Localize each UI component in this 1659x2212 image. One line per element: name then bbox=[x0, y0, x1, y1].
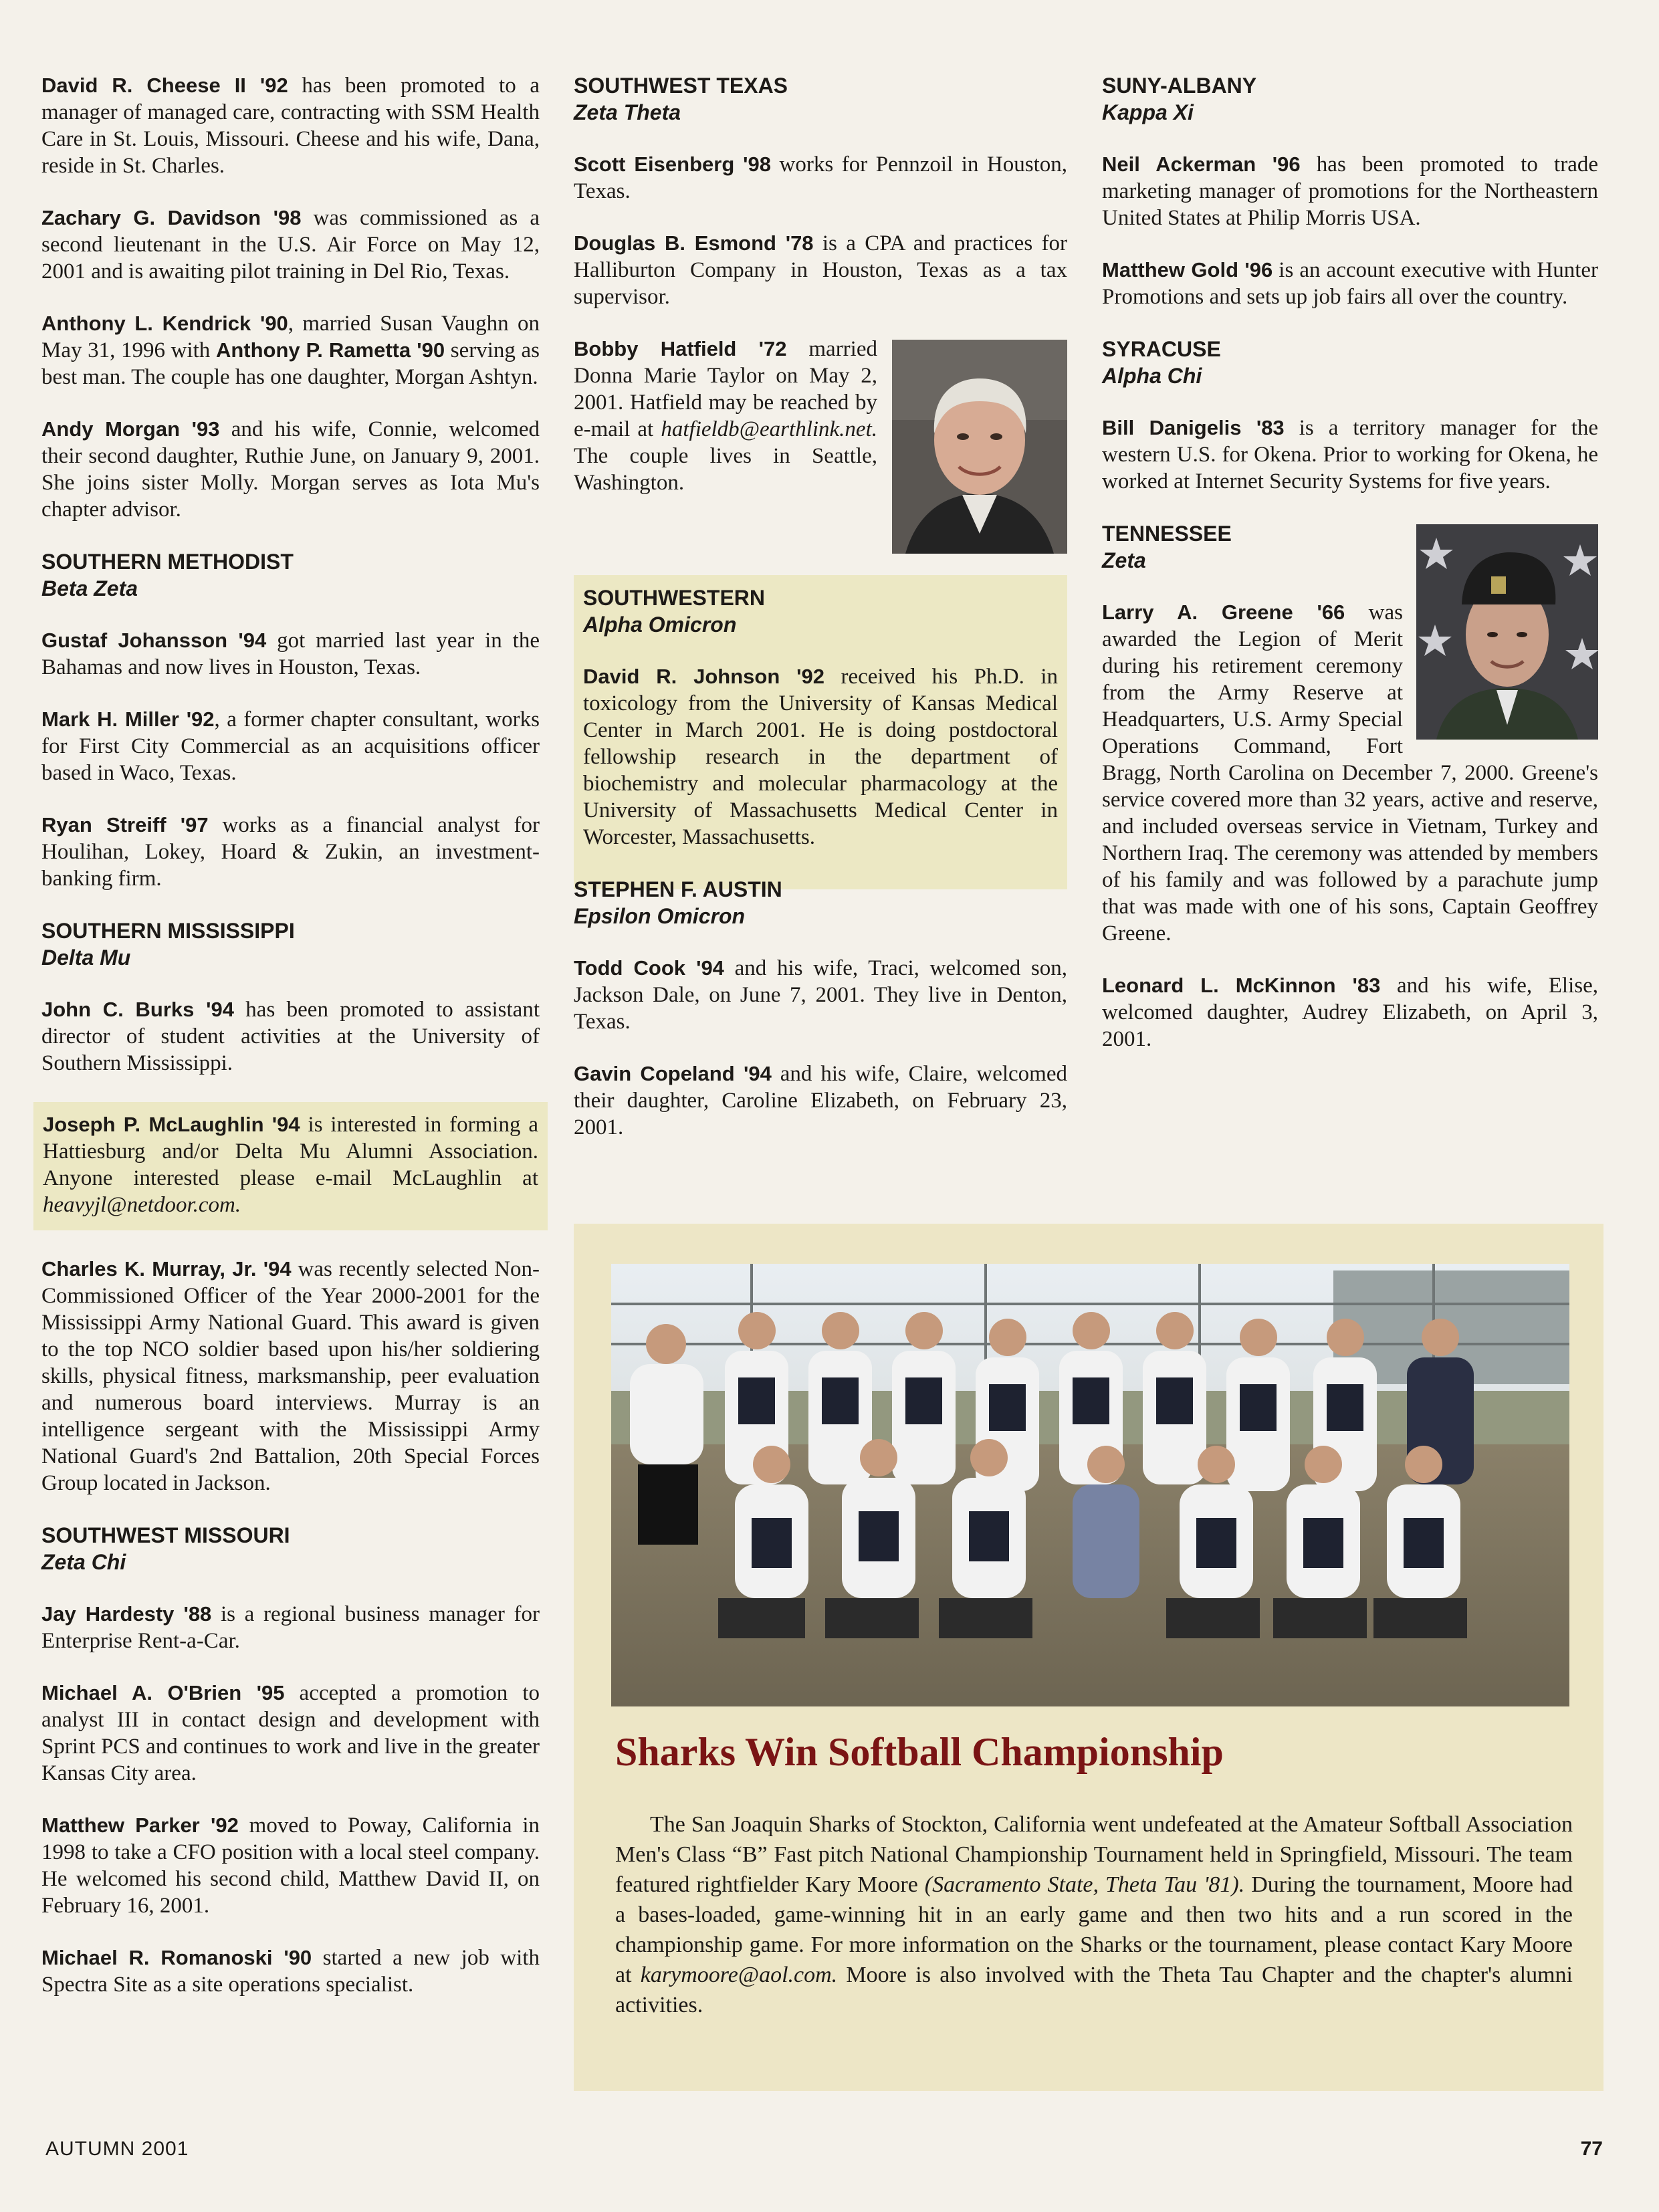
article-text: Moore is also involved with the Theta Tau Chapter and the chapter's alumni activities. bbox=[615, 1963, 1573, 2017]
school-name: SOUTHWEST MISSOURI bbox=[41, 1523, 290, 1547]
entry-text: was recently selected Non-Commissioned Officer of the Year 2000-2001 for the Mississippi Army National Guard. This award is given to the top NCO soldier based upon his/her soldiering skills, physical fitness, marksmanship, peer evaluation and numerous board interviews. Murray is an intelligence sergeant with the Mississippi Army National Guard's 2nd Battalion, 20th Special Forces Group located in Jackson. bbox=[41, 1257, 540, 1495]
alumni-entry bbox=[41, 1680, 540, 1787]
column-1 bbox=[41, 72, 540, 2023]
chapter-heading bbox=[1102, 336, 1598, 389]
chapter-name: Beta Zeta bbox=[41, 576, 138, 600]
entry-text: received his Ph.D. in toxicology from the University of Kansas Medical Center in March 2001. He is doing postdoctoral fellowship research in the department of biochemistry and molecular pharmacology at the University of Massachusetts Medical Center in Worcester, Massachusetts. bbox=[583, 665, 1058, 849]
school-name: TENNESSEE bbox=[1102, 522, 1232, 546]
alumni-entry bbox=[574, 151, 1067, 205]
alumni-name: Neil Ackerman '96 bbox=[1102, 152, 1301, 176]
alumni-name: Mark H. Miller '92 bbox=[41, 707, 215, 731]
entry-text: got married last year in the Bahamas and now lives in Houston, Texas. bbox=[41, 629, 540, 679]
portrait-photo-greene bbox=[1416, 524, 1598, 740]
entry-text: has been promoted to assistant director of student activities at the University of Southern Mississippi. bbox=[41, 998, 540, 1075]
school-name: SYRACUSE bbox=[1102, 337, 1221, 361]
entry-text: is interested in forming a Hattiesburg and/or Delta Mu Alumni Association. Anyone interested please e-mail McLaughlin at bbox=[43, 1113, 538, 1190]
alumni-name: Bill Danigelis '83 bbox=[1102, 416, 1285, 439]
alumni-entry bbox=[1102, 257, 1598, 310]
alumni-entry bbox=[41, 1601, 540, 1654]
alumni-name: David R. Cheese II '92 bbox=[41, 74, 288, 97]
alumni-entry bbox=[41, 1945, 540, 1998]
chapter-name: Epsilon Omicron bbox=[574, 904, 746, 928]
email-link[interactable]: heavyjl@netdoor.com. bbox=[43, 1193, 241, 1217]
alumni-name: Zachary G. Davidson '98 bbox=[41, 206, 302, 229]
entry-text: The couple lives in Seattle, Washington. bbox=[574, 444, 877, 495]
entry-text: was commissioned as a second lieutenant in the U.S. Air Force on May 12, 2001 and is awaiting pilot training in Del Rio, Texas. bbox=[41, 206, 540, 284]
alumni-entry bbox=[41, 996, 540, 1077]
chapter-name: Zeta Theta bbox=[574, 100, 681, 124]
alumni-name: Andy Morgan '93 bbox=[41, 417, 220, 441]
chapter-name: Delta Mu bbox=[41, 946, 131, 970]
entry-text: is an account executive with Hunter Promotions and sets up job fairs all over the country. bbox=[1102, 258, 1598, 309]
alumni-entry bbox=[41, 72, 540, 179]
alumni-entry bbox=[41, 310, 540, 391]
alumni-name: Bobby Hatfield '72 bbox=[574, 337, 787, 360]
alumni-name: Scott Eisenberg '98 bbox=[574, 152, 772, 176]
team-photo bbox=[611, 1264, 1569, 1706]
entry-text: and his wife, Elise, welcomed daughter, Audrey Elizabeth, on April 3, 2001. bbox=[1102, 974, 1598, 1051]
page-number: 77 bbox=[1580, 2138, 1603, 2160]
school-name: SOUTHERN METHODIST bbox=[41, 550, 294, 574]
alumni-entry bbox=[1102, 415, 1598, 495]
alumni-name: Jay Hardesty '88 bbox=[41, 1602, 212, 1626]
entry-text: married Donna Marie Taylor on May 2, 2001. Hatfield may be reached by e-mail at bbox=[574, 337, 877, 441]
affiliation: (Sacramento State, Theta Tau '81). bbox=[924, 1872, 1245, 1897]
alumni-name: John C. Burks '94 bbox=[41, 998, 234, 1021]
sharks-feature-box bbox=[574, 1224, 1603, 2091]
chapter-name: Kappa Xi bbox=[1102, 100, 1194, 124]
chapter-heading bbox=[574, 876, 1067, 929]
entry-text: , a former chapter consultant, works for First City Commercial as an acquisitions officer based in Waco, Texas. bbox=[41, 707, 540, 785]
alumni-entry bbox=[574, 336, 1067, 559]
portrait-illustration bbox=[1416, 524, 1598, 740]
chapter-name: Alpha Chi bbox=[1102, 364, 1202, 388]
alumni-entry bbox=[574, 1061, 1067, 1141]
email-link[interactable]: hatfieldb@earthlink.net. bbox=[661, 417, 877, 441]
alumni-name: David R. Johnson '92 bbox=[583, 665, 824, 688]
entry-text: is a territory manager for the western U.S. for Okena. Prior to working for Okena, he worked at Internet Security Systems for five years. bbox=[1102, 416, 1599, 493]
entry-text: works as a financial analyst for Houlihan, Lokey, Hoard & Zukin, an investment-banking firm. bbox=[41, 813, 540, 891]
article-body bbox=[615, 1809, 1573, 2020]
entry-text: has been promoted to a manager of managed care, contracting with SSM Health Care in St. Louis, Missouri. Cheese and his wife, Dana, reside in St. Charles. bbox=[41, 74, 540, 178]
entry-text: is a CPA and practices for Halliburton Company in Houston, Texas as a tax supervisor. bbox=[574, 231, 1067, 309]
portrait-illustration bbox=[892, 340, 1067, 554]
entry-text: and his wife, Traci, welcomed son, Jackson Dale, on June 7, 2001. They live in Denton, Texas. bbox=[574, 956, 1067, 1034]
school-name: SUNY-ALBANY bbox=[1102, 74, 1257, 98]
chapter-name: Alpha Omicron bbox=[583, 613, 737, 637]
alumni-entry bbox=[574, 230, 1067, 310]
article-text: The San Joaquin Sharks of Stockton, California went undefeated at the Amateur Softball Association Men's Class “B” Fast pitch National Championship Tournament held in Springfield, Missouri. The team featured rightfielder Kary Moore bbox=[615, 1812, 1573, 1897]
entry-text: works for Pennzoil in Houston, Texas. bbox=[574, 152, 1068, 203]
entry-text: and his wife, Connie, welcomed their second daughter, Ruthie June, on January 9, 2001. She joins sister Molly. Morgan serves as Iota Mu's chapter advisor. bbox=[41, 417, 540, 522]
alumni-entry bbox=[41, 812, 540, 892]
chapter-heading bbox=[41, 548, 540, 602]
entry-text: serving as best man. The couple has one daughter, Morgan Ashtyn. bbox=[41, 338, 540, 389]
highlight-section bbox=[574, 584, 1067, 851]
chapter-name: Zeta Chi bbox=[41, 1550, 126, 1574]
entry-text: is a regional business manager for Enterprise Rent-a-Car. bbox=[41, 1602, 540, 1653]
alumni-name: Gustaf Johansson '94 bbox=[41, 629, 267, 652]
alumni-entry bbox=[1102, 151, 1598, 231]
entry-text: and his wife, Claire, welcomed their daughter, Caroline Elizabeth, on February 23, 2001. bbox=[574, 1062, 1067, 1139]
portrait-photo-hatfield bbox=[892, 340, 1067, 554]
school-name: SOUTHWESTERN bbox=[583, 586, 765, 610]
chapter-heading bbox=[41, 917, 540, 971]
alumni-name: Michael R. Romanoski '90 bbox=[41, 1946, 312, 1969]
article-text: During the tournament, Moore had a bases-loaded, game-winning hit in an early game and then two hits and a run scored in the championship game. For more information on the Sharks or the tournament, please contact Kary Moore at bbox=[615, 1872, 1573, 1987]
chapter-name: Zeta bbox=[1102, 548, 1146, 572]
entry-text: has been promoted to trade marketing manager of promotions for the Northeastern United States at Philip Morris USA. bbox=[1102, 152, 1598, 230]
chapter-heading bbox=[574, 72, 1067, 126]
alumni-name: Leonard L. McKinnon '83 bbox=[1102, 974, 1381, 997]
issue-label: AUTUMN 2001 bbox=[45, 2138, 189, 2160]
alumni-name: Matthew Parker '92 bbox=[41, 1813, 239, 1837]
alumni-entry bbox=[41, 706, 540, 786]
entry-text: moved to Poway, California in 1998 to take a CFO position with a local steel company. He welcomed his second child, Matthew David II, on February 16, 2001. bbox=[41, 1813, 540, 1918]
entry-text: accepted a promotion to analyst III in contact design and development with Sprint PCS and continues to work and live in the greater Kansas City area. bbox=[41, 1681, 540, 1785]
alumni-name: Todd Cook '94 bbox=[574, 956, 724, 980]
alumni-entry bbox=[41, 627, 540, 681]
alumni-name: Larry A. Greene '66 bbox=[1102, 600, 1345, 624]
school-name: SOUTHERN MISSISSIPPI bbox=[41, 919, 295, 943]
alumni-entry bbox=[41, 1256, 540, 1497]
email-link[interactable]: karymoore@aol.com. bbox=[640, 1963, 838, 1987]
entry-text: , married Susan Vaughn on May 31, 1996 with bbox=[41, 312, 540, 362]
alumni-name: Anthony L. Kendrick '90 bbox=[41, 312, 288, 335]
column-2 bbox=[574, 72, 1067, 1166]
article-headline: Sharks Win Softball Championship bbox=[615, 1730, 1224, 1774]
column-3 bbox=[1102, 72, 1598, 1078]
alumni-entry bbox=[41, 1812, 540, 1919]
entry-text: was awarded the Legion of Merit during his retirement ceremony from the Army Reserve at Headquarters, U.S. Army Special Operations Command, Fort Bragg, North Carolina on December 7, 2000. Greene's service covered more than 32 years, active and reserve, and included overseas service in Vietnam, Turkey and Northern Iraq. The ceremony was attended by members of his family and was followed by a parachute jump that was made with one of his sons, Captain Geoffrey Greene. bbox=[1102, 600, 1598, 946]
chapter-heading bbox=[583, 584, 1058, 638]
tennessee-section bbox=[1102, 520, 1598, 947]
alumni-entry bbox=[41, 416, 540, 523]
alumni-entry bbox=[1102, 972, 1598, 1053]
alumni-name: Joseph P. McLaughlin '94 bbox=[43, 1113, 300, 1136]
highlighted-entry bbox=[33, 1102, 548, 1230]
alumni-name: Gavin Copeland '94 bbox=[574, 1062, 772, 1085]
alumni-name: Matthew Gold '96 bbox=[1102, 258, 1273, 282]
chapter-heading bbox=[41, 1522, 540, 1575]
school-name: SOUTHWEST TEXAS bbox=[574, 74, 788, 98]
chapter-heading bbox=[1102, 72, 1598, 126]
alumni-entry bbox=[41, 205, 540, 285]
entry-text: started a new job with Spectra Site as a site operations specialist. bbox=[41, 1946, 540, 1997]
school-name: STEPHEN F. AUSTIN bbox=[574, 877, 782, 901]
alumni-name: Charles K. Murray, Jr. '94 bbox=[41, 1257, 292, 1281]
alumni-name: Ryan Streiff '97 bbox=[41, 813, 209, 837]
alumni-entry bbox=[574, 955, 1067, 1035]
alumni-name: Anthony P. Rametta '90 bbox=[215, 338, 445, 362]
alumni-name: Michael A. O'Brien '95 bbox=[41, 1681, 285, 1704]
alumni-name: Douglas B. Esmond '78 bbox=[574, 231, 814, 255]
alumni-entry bbox=[583, 663, 1058, 851]
